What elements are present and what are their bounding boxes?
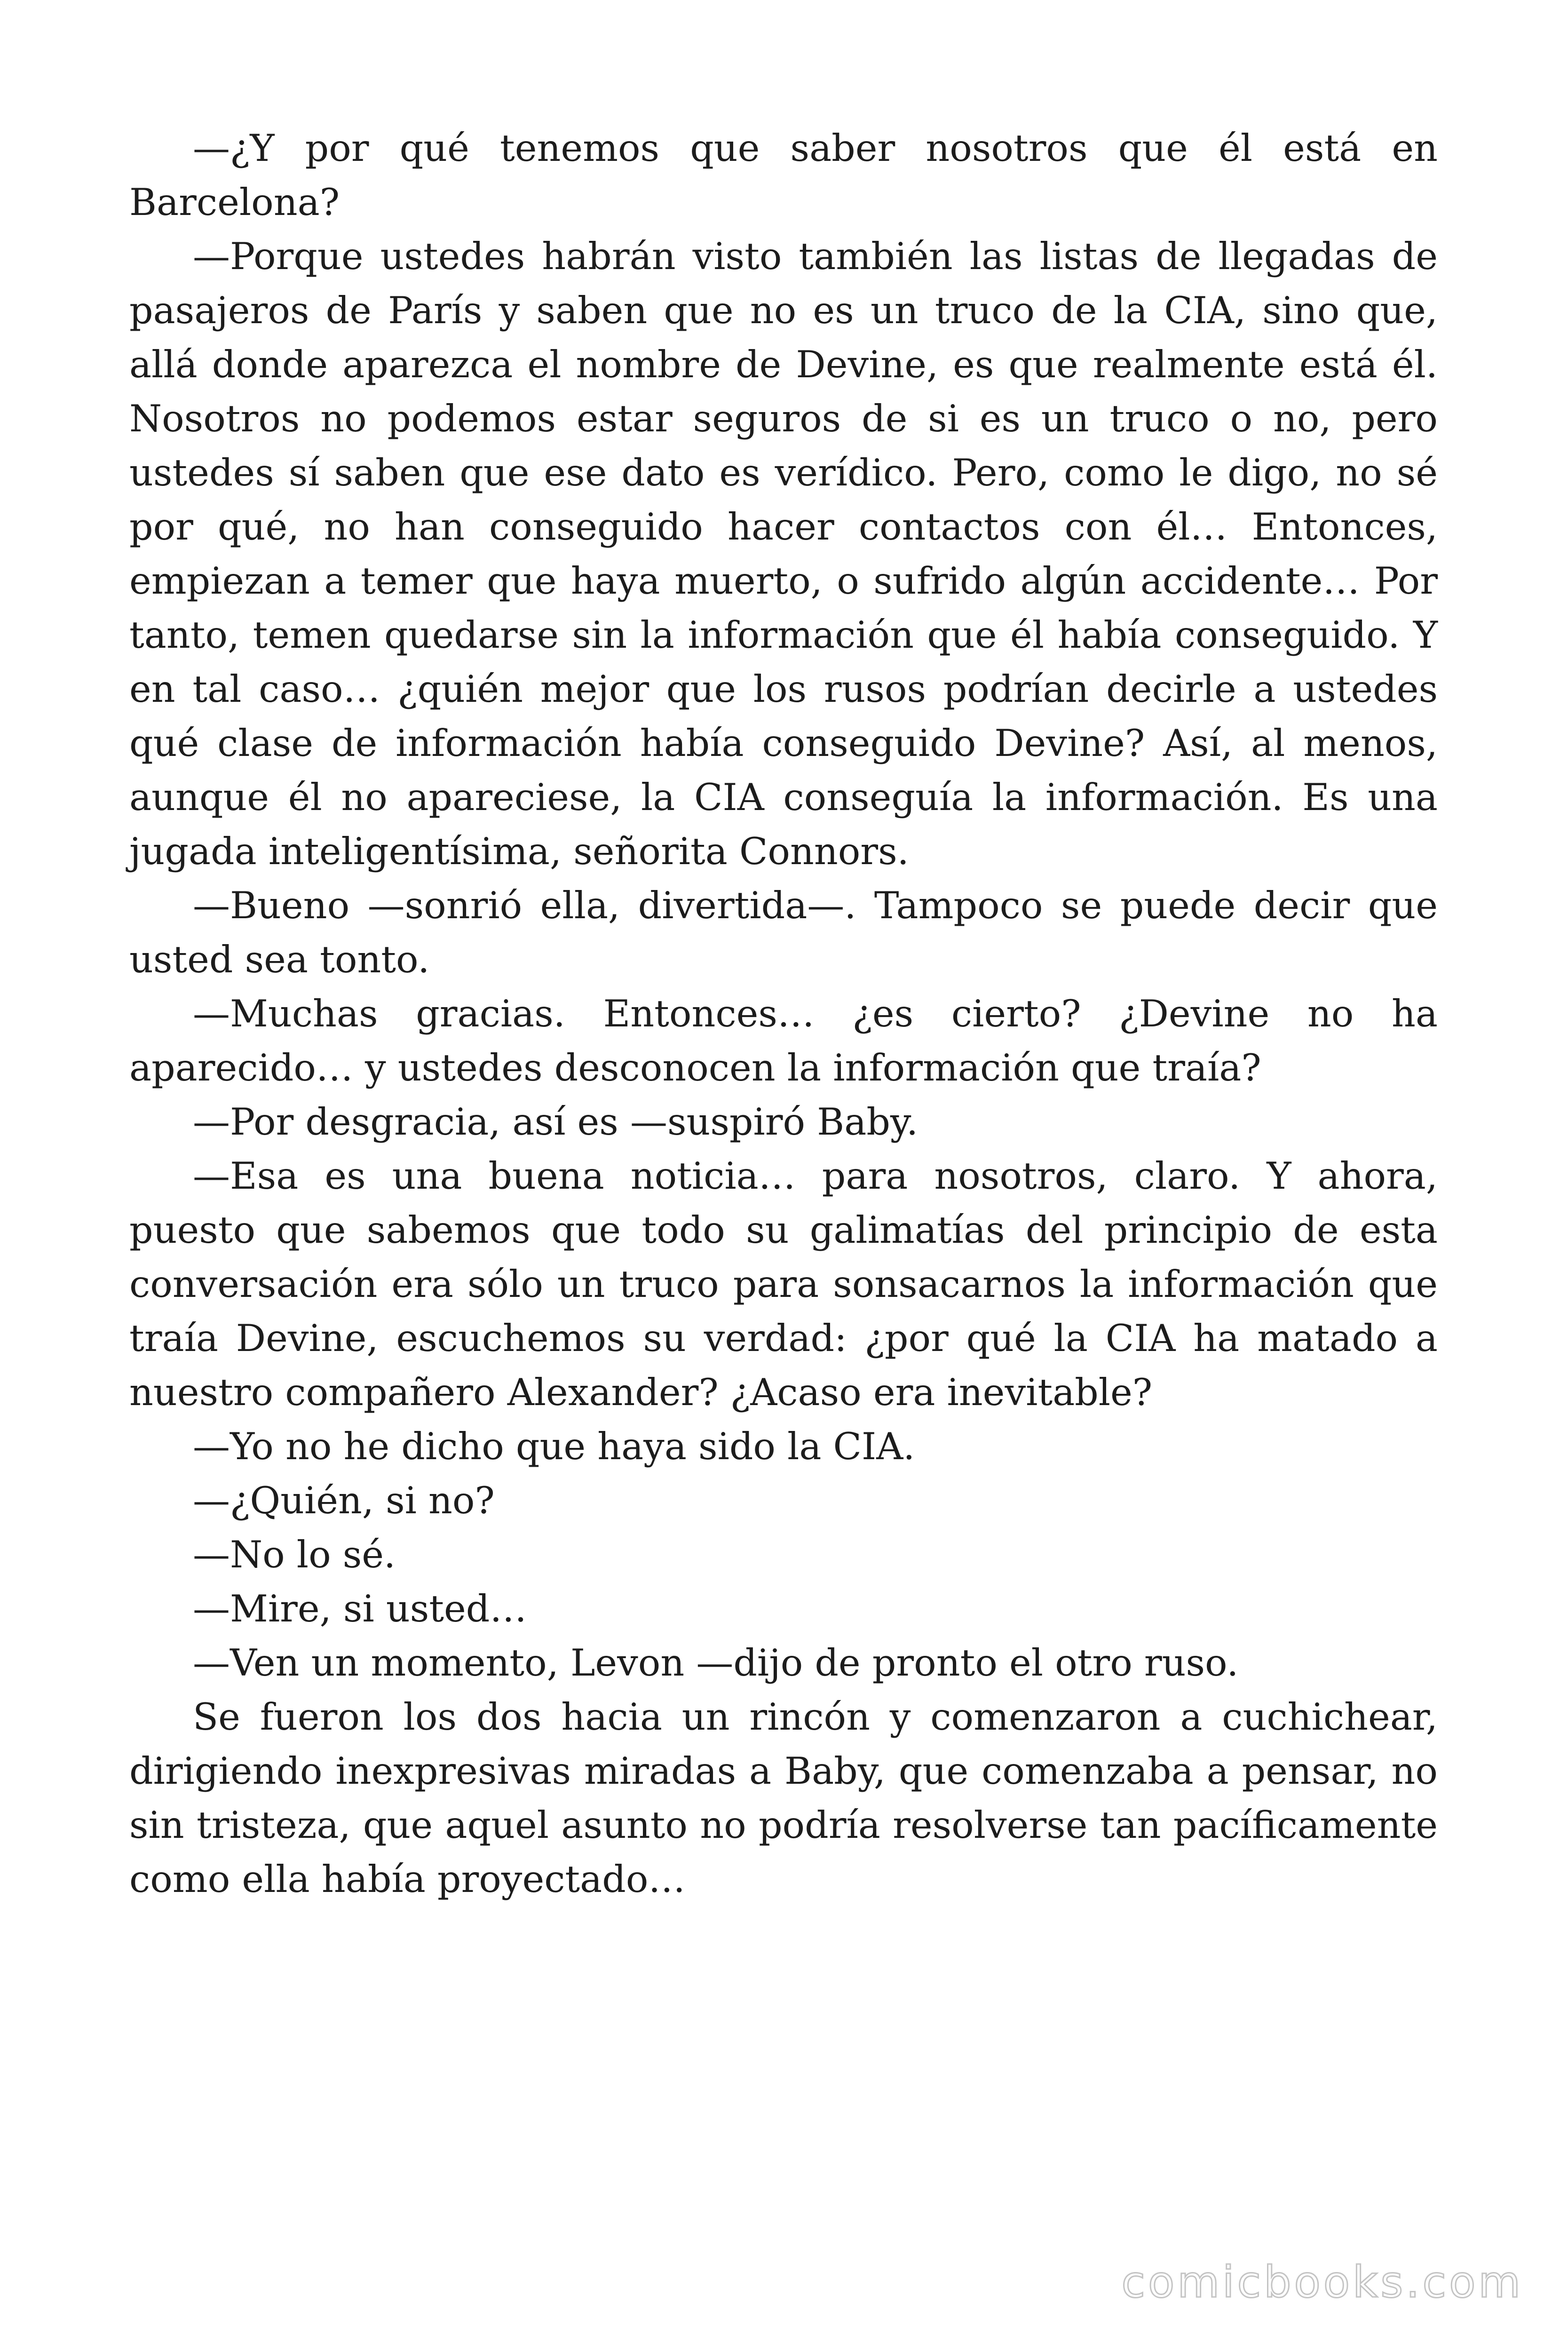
watermark: comicbooks.com — [1121, 2257, 1523, 2307]
body-text — [129, 121, 1438, 1907]
paragraph: —¿Y por qué tenemos que saber nosotros que él está en Barcelona? — [129, 127, 1438, 224]
paragraph: —Mire, si usted… — [193, 1587, 527, 1630]
paragraph: —¿Quién, si no? — [193, 1479, 495, 1522]
paragraph: —Muchas gracias. Entonces… ¿es cierto? ¿Devine no ha aparecido… y ustedes desconocen la información que traía? — [129, 992, 1438, 1089]
paragraph: —Porque ustedes habrán visto también las listas de llegadas de pasajeros de París y saben que no es un truco de la CIA, sino que, allá donde aparezca el nombre de Devine, es que realmente está él. Nosotros no podemos estar seguros de si es un truco o no, pero ustedes sí saben que ese dato es verídico. Pero, como le digo, no sé por qué, no han conseguido hacer contactos con él… Entonces, empiezan a temer que haya muerto, o sufrido algún accidente… Por tanto, temen quedarse sin la información que él había conseguido. Y en tal caso… ¿quién mejor que los rusos podrían decirle a ustedes qué clase de información había conseguido Devine? Así, al menos, aunque él no apareciese, la CIA conseguía la información. Es una jugada inteligentísima, señorita Connors. — [129, 235, 1438, 873]
paragraph: —Bueno —sonrió ella, divertida—. Tampoco se puede decir que usted sea tonto. — [129, 884, 1438, 981]
paragraph: —Esa es una buena noticia… para nosotros, claro. Y ahora, puesto que sabemos que todo su galimatías del principio de esta conversación era sólo un truco para sonsacarnos la información que traía Devine, escuchemos su verdad: ¿por qué la CIA ha matado a nuestro compañero Alexander? ¿Acaso era inevitable? — [129, 1154, 1438, 1414]
paragraph: —Por desgracia, así es —suspiró Baby. — [193, 1100, 919, 1144]
paragraph: —Ven un momento, Levon —dijo de pronto el otro ruso. — [193, 1641, 1239, 1685]
paragraph: Se fueron los dos hacia un rincón y comenzaron a cuchichear, dirigiendo inexpresivas miradas a Baby, que comenzaba a pensar, no sin tristeza, que aquel asunto no podría resolverse tan pacíficamente como ella había proyectado… — [129, 1695, 1438, 1901]
paragraph: —Yo no he dicho que haya sido la CIA. — [193, 1425, 915, 1468]
paragraph: —No lo sé. — [193, 1533, 396, 1576]
